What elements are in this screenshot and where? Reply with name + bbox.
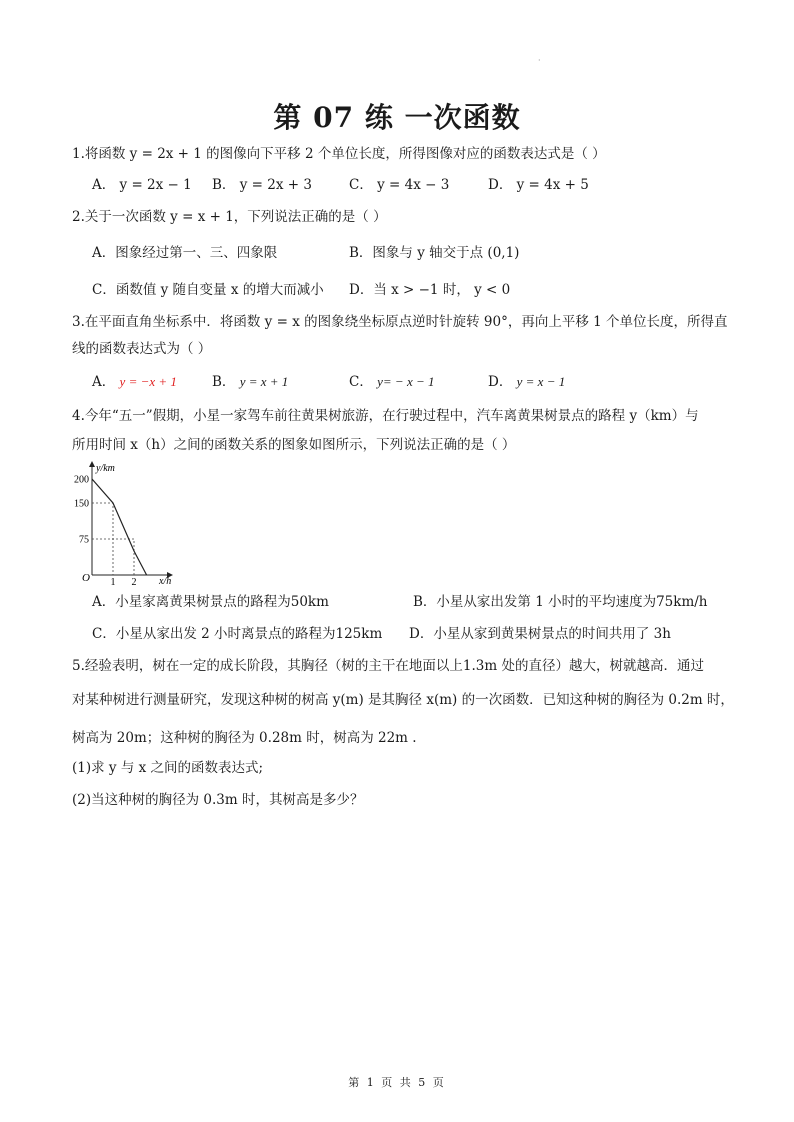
top-mark: · [538,56,541,65]
q3-option-b [212,372,288,392]
q2-option-d: D．当 x > −1 时， y < 0 [349,282,511,298]
q1-option-b: B． y = 2x + 3 [212,177,312,193]
q3-option-b-expr: y = x + 1 [239,374,289,389]
dashed-guide-2 [92,539,134,575]
page-title: 第 07 练 一次函数 [273,101,521,134]
distance-time-graph [66,456,186,586]
q3-stem-line1: 3.在平面直角坐标系中．将函数 y = x 的图象绕坐标原点逆时针旋转 90°，再向上平移 1 个单位长度，所得直 [72,314,728,330]
origin-label: O [82,572,90,584]
q3-option-c-expr: y= − x − 1 [377,374,435,389]
q4-stem-line2: 所用时间 x（h）之间的函数关系的图象如图所示，下列说法正确的是（ ） [72,437,516,453]
q3-option-d [488,372,565,392]
y-tick-label: 75 [79,534,89,546]
q4-option-d: D．小星从家到黄果树景点的时间共用了 3h [409,626,671,642]
q2-stem: 2.关于一次函数 y = x + 1，下列说法正确的是（ ） [72,209,387,225]
y-tick-label: 200 [74,474,89,486]
q5-line3: 树高为 20m；这种树的胸径为 0.28m 时，树高为 22m . [72,730,417,746]
q3-option-b-label: B． [212,374,236,390]
q1-option-c: C． y = 4x − 3 [349,177,450,193]
x-tick-label: 2 [131,577,137,586]
q1-stem: 1.将函数 y = 2x + 1 的图像向下平移 2 个单位长度，所得图像对应的函数表达式是（ ） [72,146,606,162]
q5-line2: 对某种树进行测量研究，发现这种树的树高 y(m) 是其胸径 x(m) 的一次函数．已知这种树的胸径为 0.2m 时， [72,692,734,708]
q5-sub2: (2)当这种树的胸径为 0.3m 时，其树高是多少？ [72,792,364,808]
q5-line1: 5.经验表明，树在一定的成长阶段，其胸径（树的主干在地面以上1.3m 处的直径）越大，树就越高．通过 [72,658,704,674]
q3-option-c [349,372,435,392]
distance-line [92,479,147,575]
q3-option-a-expr: y = −x + 1 [119,374,177,389]
y-tick-label: 150 [74,498,89,510]
q3-option-a-label: A． [92,374,116,390]
y-axis-label: y/km [96,463,115,474]
q3-option-d-label: D． [488,374,513,390]
page-footer: 第 1 页 共 5 页 [348,1076,446,1089]
q1-option-d: D． y = 4x + 5 [488,177,589,193]
q2-option-b: B．图象与 y 轴交于点 (0,1) [349,245,520,261]
q4-stem-line1: 4.今年“五一”假期，小星一家驾车前往黄果树旅游，在行驶过程中，汽车离黄果树景点的路程 y（km）与 [72,408,699,424]
x-tick-label: 1 [110,577,116,586]
q3-stem-line2: 线的函数表达式为（ ） [72,341,212,357]
q2-option-a: A．图象经过第一、三、四象限 [92,245,278,261]
q3-option-a [92,372,177,392]
q3-option-c-label: C． [349,374,373,390]
q3-option-d-expr: y = x − 1 [516,374,566,389]
q2-option-c: C．函数值 y 随自变量 x 的增大而减小 [92,282,324,298]
x-axis-label: x/h [159,576,172,586]
q4-option-a: A．小星家离黄果树景点的路程为50km [92,594,329,610]
q5-sub1: (1)求 y 与 x 之间的函数表达式; [72,760,264,776]
q4-option-b: B．小星从家出发第 1 小时的平均速度为75km/h [413,594,708,610]
q4-option-c: C．小星从家出发 2 小时离景点的路程为125km [92,626,383,642]
q1-option-a: A． y = 2x − 1 [92,177,192,193]
